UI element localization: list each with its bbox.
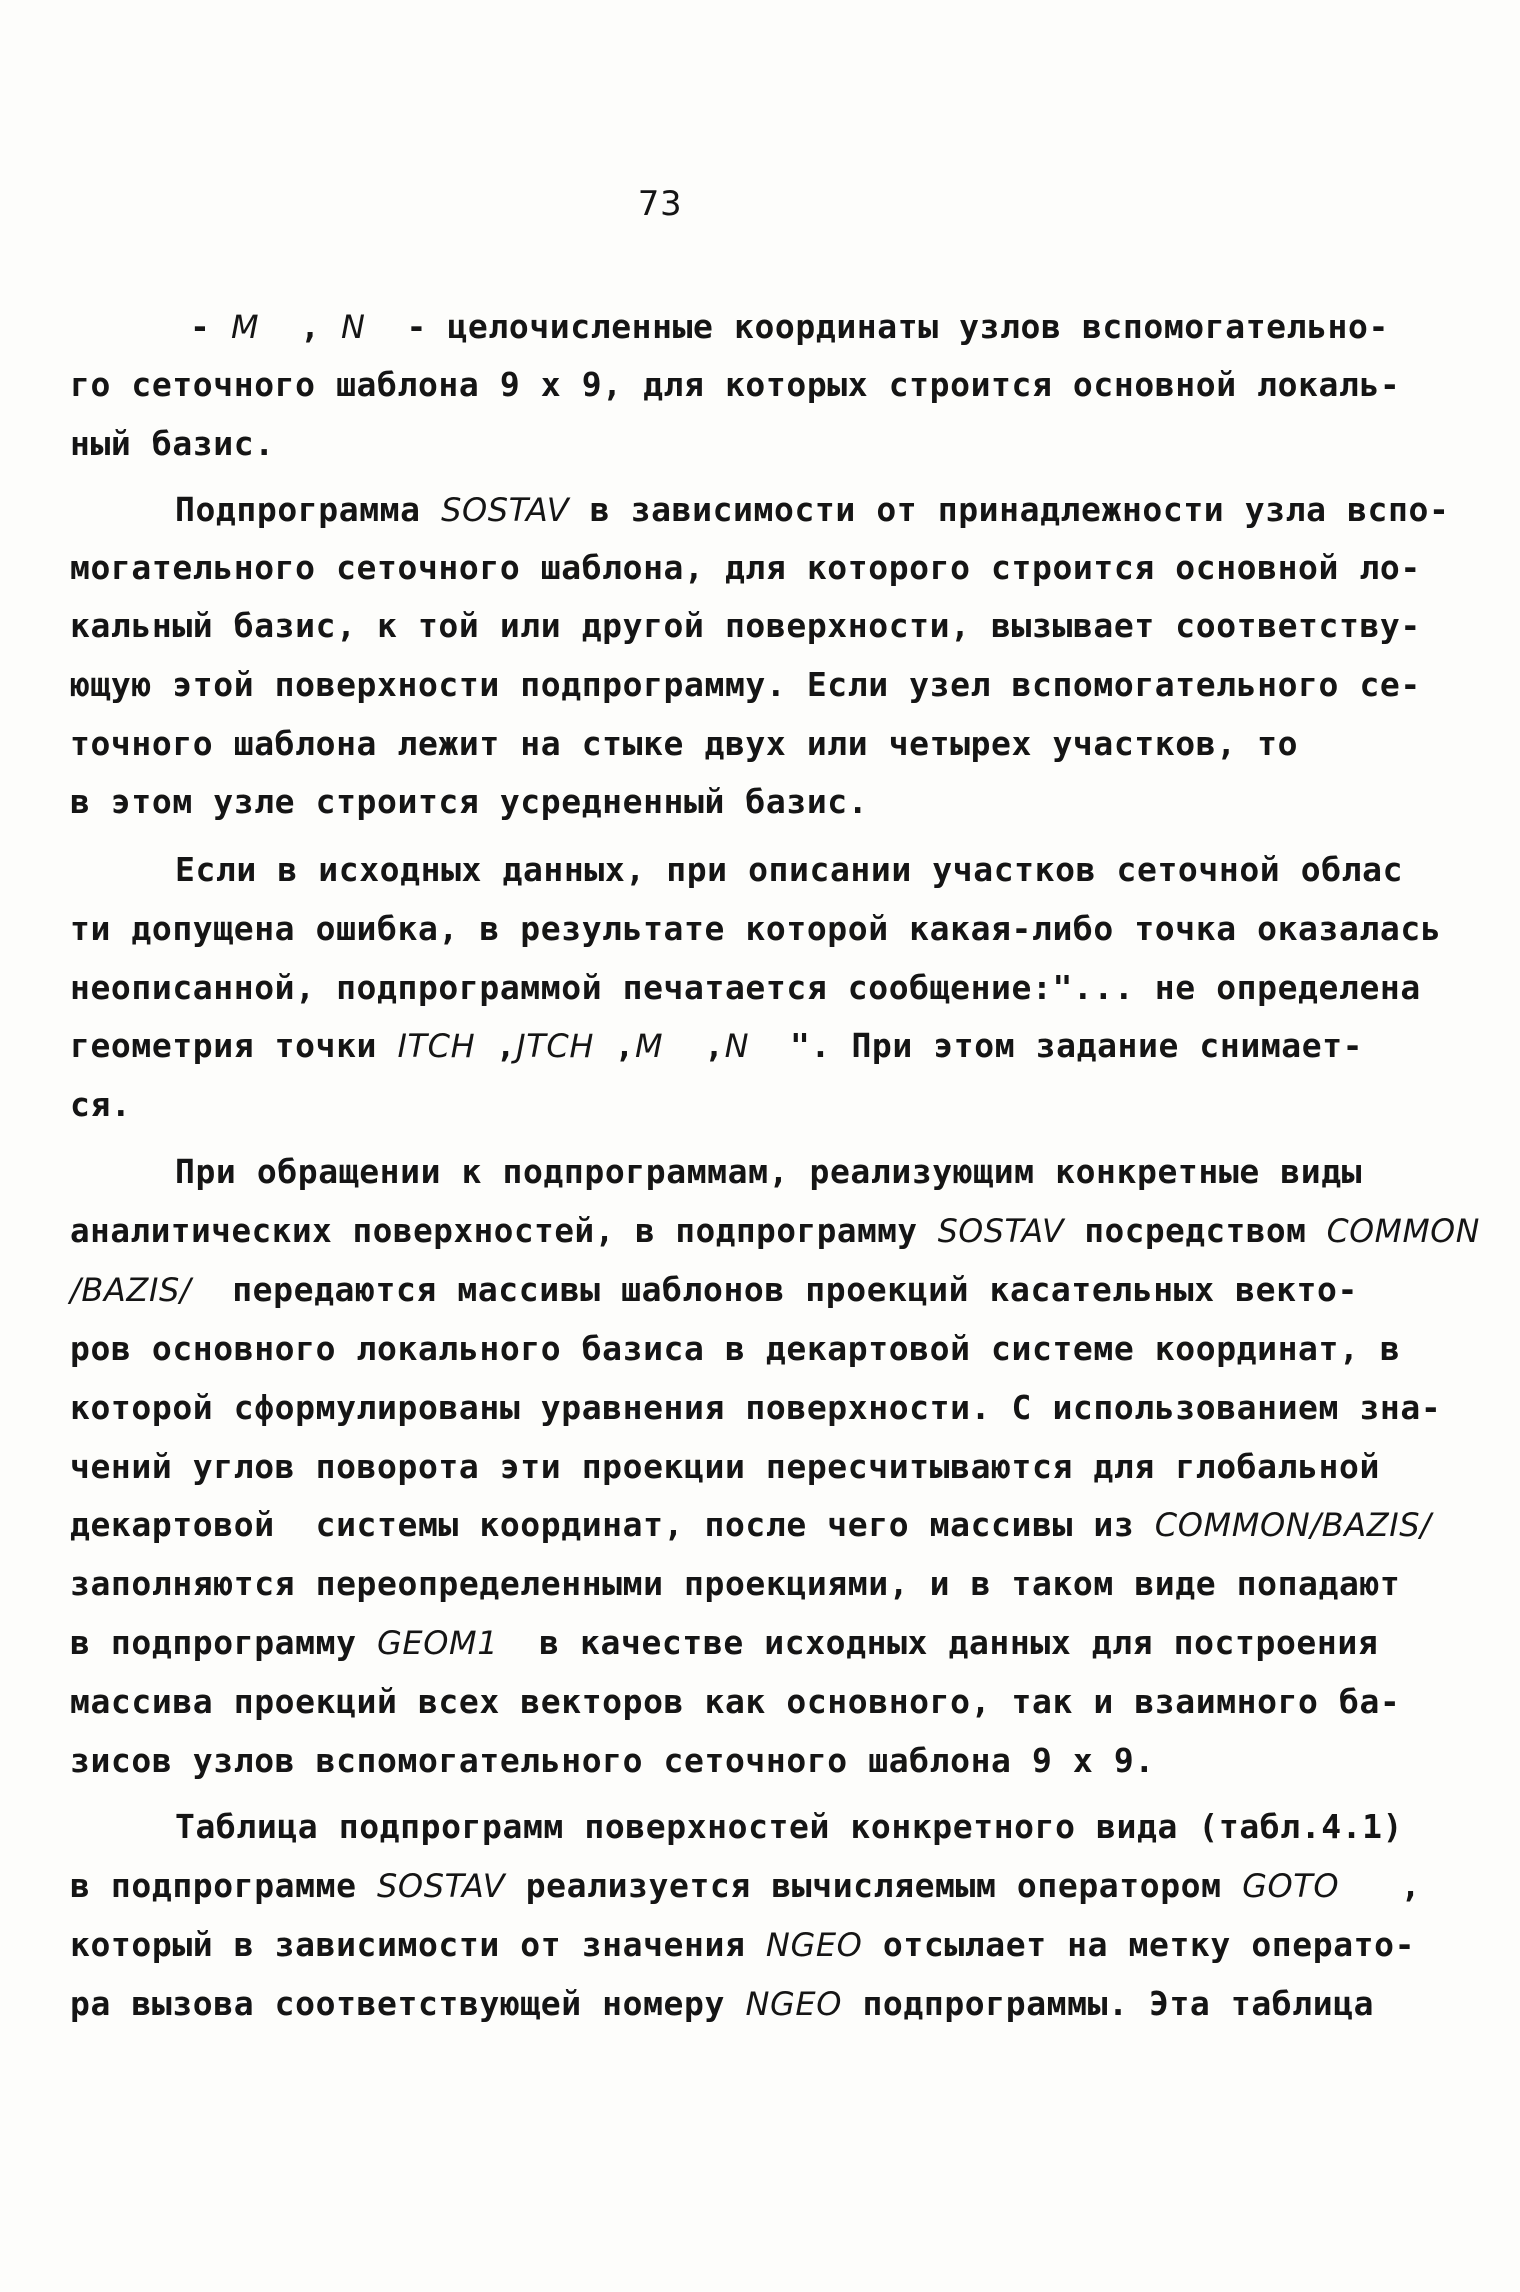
text-segment: неописанной, подпрограммой печатается сообщение:"... не определена (70, 968, 1421, 1007)
text-segment: в зависимости от принадлежности узла вспо- (569, 490, 1450, 529)
identifier-text: NGEO (745, 1985, 842, 2023)
text-segment: ". При этом задание снимает- (749, 1026, 1364, 1065)
text-segment: - целочисленные координаты узлов вспомогательно- (365, 307, 1389, 346)
text-segment: ющую этой поверхности подпрограмму. Если узел вспомогательного се- (70, 665, 1421, 704)
text-segment: в этом узле строится усредненный базис. (70, 782, 869, 821)
identifier-text: SOSTAV (377, 1867, 506, 1905)
text-segment: геометрия точки (70, 1026, 398, 1065)
text-segment: подпрограммы. Эта таблица (841, 1984, 1375, 2023)
text-segment: могательного сеточного шаблона, для которого строится основной ло- (70, 548, 1421, 587)
text-segment: аналитических поверхностей, в подпрограмму (70, 1211, 938, 1250)
text-line (175, 1152, 1362, 1192)
text-segment: ный базис. (70, 424, 275, 463)
text-segment: в качестве исходных данных для построения (498, 1623, 1379, 1662)
text-segment: ся. (70, 1085, 132, 1124)
text-line (70, 782, 868, 822)
identifier-text: JTCH (516, 1027, 595, 1065)
text-segment: передаются массивы шаблонов проекций касательных векто- (191, 1270, 1358, 1309)
text-line (70, 1682, 1400, 1722)
text-segment: , (475, 1026, 517, 1065)
text-line (70, 1270, 1358, 1310)
text-line (70, 1388, 1441, 1428)
text-line (70, 1211, 1480, 1251)
identifier-text: SOSTAV (937, 1212, 1065, 1250)
text-line (70, 665, 1421, 705)
text-segment: отсылает на метку операто- (862, 1925, 1416, 1964)
text-line (70, 968, 1421, 1008)
text-segment: , (594, 1026, 635, 1065)
text-line (175, 1807, 1403, 1847)
text-line (70, 1505, 1432, 1545)
text-segment: ров основного локального базиса в декартовой системе координат, в (70, 1329, 1401, 1368)
identifier-text: COMMON (1326, 1212, 1480, 1250)
text-segment: точного шаблона лежит на стыке двух или четырех участков, то (70, 724, 1299, 763)
text-line (70, 1085, 131, 1125)
identifier-text: ITCH (397, 1027, 476, 1065)
text-segment: , (259, 307, 342, 346)
identifier-text: GOTO (1242, 1867, 1340, 1905)
identifier-text: N (341, 308, 366, 346)
text-segment: заполняются переопределенными проекциями, и в таком виде попадают (70, 1564, 1401, 1603)
page-number: 73 (637, 184, 683, 224)
identifier-text: SOSTAV (441, 491, 570, 529)
text-segment: декартовой системы координат, после чего массивы из (70, 1505, 1155, 1544)
identifier-text: /BAZIS/ (70, 1271, 192, 1309)
text-line (190, 307, 1389, 347)
text-segment: зисов узлов вспомогательного сеточного шаблона 9 х 9. (70, 1741, 1155, 1780)
text-segment: кальный базис, к той или другой поверхности, вызывает соответству- (70, 606, 1421, 645)
text-line (175, 850, 1403, 890)
text-segment: реализуется вычисляемым оператором (505, 1866, 1243, 1905)
text-line (175, 490, 1449, 530)
text-segment: в подпрограмму (70, 1623, 378, 1662)
text-line (70, 1623, 1378, 1663)
text-line (70, 606, 1421, 646)
identifier-text: COMMON/BAZIS/ (1154, 1506, 1432, 1544)
text-segment: который в зависимости от значения (70, 1925, 766, 1964)
text-segment: чений углов поворота эти проекции пересчитываются для глобальной (70, 1447, 1380, 1486)
text-segment: , (663, 1026, 725, 1065)
text-line (70, 909, 1441, 949)
identifier-text: N (724, 1027, 750, 1065)
text-line (70, 1984, 1374, 2024)
text-line (70, 424, 275, 464)
text-segment: При обращении к подпрограммам, реализующим конкретные виды (175, 1152, 1363, 1191)
text-segment: которой сформулированы уравнения поверхности. С использованием зна- (70, 1388, 1442, 1427)
text-line (70, 365, 1400, 405)
text-segment: Если в исходных данных, при описании участков сеточной облас (175, 850, 1404, 889)
identifier-text: GEOM1 (377, 1624, 499, 1662)
identifier-text: NGEO (765, 1926, 863, 1964)
text-segment: го сеточного шаблона 9 х 9, для которых строится основной локаль- (70, 365, 1401, 404)
text-line (70, 1447, 1380, 1487)
text-segment: ти допущена ошибка, в результате которой какая-либо точка оказалась (70, 909, 1442, 948)
text-segment: Подпрограмма (175, 490, 442, 529)
text-segment: - (190, 307, 231, 346)
identifier-text: M (634, 1027, 664, 1065)
text-segment: , (1339, 1866, 1422, 1905)
text-segment: Таблица подпрограмм поверхностей конкретного вида (табл.4.1) (175, 1807, 1404, 1846)
text-line (70, 1741, 1155, 1781)
identifier-text: M (230, 308, 260, 346)
text-segment: в подпрограмме (70, 1866, 378, 1905)
text-segment: массива проекций всех векторов как основного, так и взаимного ба- (70, 1682, 1401, 1721)
text-line (70, 1329, 1400, 1369)
text-line (70, 724, 1298, 764)
text-line (70, 548, 1421, 588)
text-line (70, 1564, 1400, 1604)
text-segment: посредством (1064, 1211, 1327, 1250)
text-line (70, 1925, 1415, 1965)
text-line (70, 1866, 1421, 1906)
text-segment: ра вызова соответствующей номеру (70, 1984, 746, 2023)
text-line (70, 1026, 1363, 1066)
